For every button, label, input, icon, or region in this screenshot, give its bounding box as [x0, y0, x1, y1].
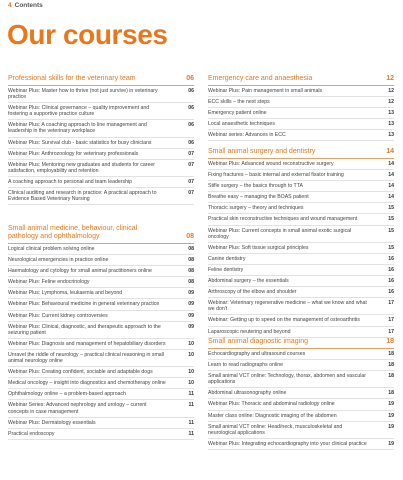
course-title: Webinar Plus: Mentoring new graduates and students for career satisfaction, employability and retention	[8, 161, 155, 174]
course-page-number: 17	[388, 300, 394, 307]
course-title: Webinar: Getting up to speed on the management of osteoarthritis	[208, 317, 360, 324]
course-page-number: 09	[188, 323, 194, 330]
course-row[interactable]	[8, 299, 194, 310]
course-row[interactable]	[208, 349, 394, 360]
course-row[interactable]	[8, 138, 194, 149]
course-row[interactable]	[208, 226, 394, 243]
section-heading[interactable]	[208, 75, 394, 86]
course-title: Feline dentistry	[208, 266, 244, 273]
course-row[interactable]	[208, 108, 394, 119]
section-page-number: 14	[386, 148, 394, 155]
page-title: Our courses	[7, 19, 168, 50]
course-row[interactable]	[208, 360, 394, 371]
course-title: Arthroscopy of the elbow and shoulder	[208, 289, 297, 296]
course-title: Breathe easy – managing the BOAS patient	[208, 194, 309, 201]
course-row[interactable]	[208, 159, 394, 170]
course-page-number: 11	[188, 402, 194, 409]
course-page-number: 19	[388, 412, 394, 419]
section-title: Small animal medicine, behaviour, clinical pathology and ophthalmology	[8, 225, 138, 240]
course-row[interactable]	[208, 86, 394, 97]
course-page-number: 18	[388, 362, 394, 369]
course-title: Webinar Plus: Thoracic and abdominal radiology online	[208, 401, 335, 408]
course-section	[208, 148, 394, 338]
course-row[interactable]	[208, 287, 394, 298]
course-title: Webinar Plus: Master how to thrive (not just survive) in veterinary practice	[8, 88, 158, 101]
course-page-number: 19	[388, 440, 394, 447]
page-header	[8, 2, 43, 9]
course-page-number: 06	[188, 122, 194, 129]
course-row[interactable]	[208, 192, 394, 203]
course-title: Practical skin reconstructive techniques and wound management	[208, 216, 358, 223]
course-row[interactable]	[8, 244, 194, 255]
section-page-number: 18	[386, 338, 394, 345]
course-row[interactable]	[208, 130, 394, 141]
course-section	[208, 75, 394, 141]
course-title: Haematology and cytology for small animal practitioners online	[8, 268, 152, 275]
course-page-number: 13	[388, 110, 394, 117]
section-title: Small animal surgery and dentistry	[208, 148, 316, 155]
course-row[interactable]	[208, 315, 394, 326]
course-row[interactable]	[208, 214, 394, 225]
course-row[interactable]	[8, 103, 194, 120]
course-row[interactable]	[208, 203, 394, 214]
course-title: Webinar series: Advances in ECC	[208, 132, 286, 139]
course-title: Webinar Plus: Current concepts in small animal exotic surgical oncology	[208, 227, 352, 240]
section-heading[interactable]	[208, 148, 394, 159]
course-title: Ophthalmology online – a problem-based approach	[8, 391, 126, 398]
course-page-number: 13	[388, 132, 394, 139]
course-row[interactable]	[208, 388, 394, 399]
course-title: Clinical auditing and research in practice: A practical approach to Evidence Based Veterinary Nursing	[8, 190, 157, 203]
course-title: Webinar Plus: Feline endocrinology	[8, 279, 90, 286]
course-page-number: 15	[388, 244, 394, 251]
course-page-number: 08	[188, 268, 194, 275]
course-page-number: 16	[388, 278, 394, 285]
course-row[interactable]	[8, 311, 194, 322]
course-page-number: 08	[188, 257, 194, 264]
course-row[interactable]	[208, 327, 394, 338]
section-title: Small animal diagnostic imaging	[208, 338, 308, 345]
course-page-number: 16	[388, 266, 394, 273]
course-title: Fixing fractures – basic internal and external fixator training	[208, 172, 344, 179]
course-page-number: 15	[388, 216, 394, 223]
course-page-number: 10	[188, 351, 194, 358]
section-label: Contents	[14, 2, 43, 9]
course-page-number: 07	[188, 178, 194, 185]
course-page-number: 12	[388, 99, 394, 106]
course-title: Small animal VCT online: Head/neck, musculoskeletal and neurological applications	[208, 423, 343, 436]
course-title: Webinar Plus: Dermatology essentials	[8, 419, 96, 426]
course-page-number: 19	[388, 401, 394, 408]
course-title: Webinar Plus: Lymphoma, leukaemia and beyond	[8, 290, 123, 297]
course-page-number: 07	[188, 190, 194, 197]
course-page-number: 07	[188, 161, 194, 168]
section-page-number: 08	[186, 233, 194, 240]
course-row[interactable]	[208, 422, 394, 439]
course-title: ECC skills – the next steps	[208, 99, 270, 106]
course-page-number: 14	[388, 161, 394, 167]
course-title: Logical clinical problem solving online	[8, 246, 95, 252]
course-page-number: 07	[188, 150, 194, 157]
course-title: Laparoscopic neutering and beyond	[208, 328, 291, 335]
section-page-number: 12	[386, 75, 394, 82]
course-section	[208, 338, 394, 450]
course-page-number: 06	[188, 139, 194, 146]
course-title: Emergency patient online	[208, 110, 267, 117]
course-page-number: 17	[388, 328, 394, 335]
course-page-number: 18	[388, 373, 394, 380]
course-row[interactable]	[8, 429, 194, 440]
course-title: Webinar Plus: Soft tissue surgical principles	[208, 244, 309, 251]
course-title: Webinar Plus: Pain management in small animals	[208, 88, 323, 94]
course-row[interactable]	[8, 350, 194, 367]
course-page-number: 06	[188, 105, 194, 112]
course-row[interactable]	[8, 389, 194, 400]
course-row[interactable]	[208, 439, 394, 450]
course-title: Master class online: Diagnostic imaging of the abdomen	[208, 412, 337, 419]
course-title: Neurological emergencies in practice online	[8, 257, 109, 264]
course-title: Webinar Plus: Advanced wound reconstructive surgery	[208, 161, 334, 167]
course-page-number: 16	[388, 289, 394, 296]
course-page-number: 09	[188, 312, 194, 319]
course-page-number: 10	[188, 340, 194, 347]
course-row[interactable]	[8, 266, 194, 277]
course-row[interactable]	[8, 367, 194, 378]
course-page-number: 14	[388, 172, 394, 179]
course-row[interactable]	[208, 399, 394, 410]
course-row[interactable]	[208, 170, 394, 181]
course-row[interactable]	[208, 243, 394, 254]
course-title: Webinar Plus: Clinical, diagnostic, and therapeutic approach to the seizuring patient	[8, 323, 161, 336]
course-page-number: 16	[388, 255, 394, 262]
course-row[interactable]	[8, 400, 194, 417]
course-page-number: 12	[388, 88, 394, 94]
course-page-number: 10	[188, 380, 194, 387]
course-title: Webinar Plus: Diagnosis and management of hepatobiliary disorders	[8, 340, 166, 347]
course-title: Webinar Plus: Current kidney controversies	[8, 312, 108, 319]
course-row[interactable]	[8, 86, 194, 103]
course-row[interactable]	[208, 371, 394, 388]
course-title: Webinar Plus: Survival club - basic statistics for busy clinicians	[8, 139, 152, 146]
course-row[interactable]	[8, 188, 194, 205]
course-row[interactable]	[8, 339, 194, 350]
course-page-number: 10	[188, 369, 194, 376]
section-heading[interactable]	[8, 225, 194, 244]
page-number: 4	[8, 2, 12, 9]
course-row[interactable]	[8, 160, 194, 177]
course-page-number: 09	[188, 290, 194, 297]
course-page-number: 18	[388, 351, 394, 357]
course-title: Stifle surgery – the basics through to TTA	[208, 183, 303, 190]
course-row[interactable]	[208, 97, 394, 108]
course-title: Webinar Series: Advanced nephrology and urology – current concepts in case management	[8, 402, 147, 415]
course-row[interactable]	[8, 418, 194, 429]
course-row[interactable]	[8, 288, 194, 299]
course-row[interactable]	[208, 265, 394, 276]
course-row[interactable]	[208, 298, 394, 315]
course-title: A coaching approach to personal and team leadership	[8, 178, 133, 185]
course-page-number: 18	[388, 390, 394, 397]
course-row[interactable]	[8, 378, 194, 389]
section-title: Emergency care and anaesthesia	[208, 75, 313, 82]
course-page-number: 11	[188, 391, 194, 398]
course-page-number: 19	[388, 423, 394, 430]
course-title: Webinar Plus: Behavioural medicine in general veterinary practice	[8, 301, 160, 308]
course-title: Local anaesthetic techniques	[208, 121, 275, 128]
course-row[interactable]	[208, 254, 394, 265]
course-section	[8, 75, 194, 205]
course-row[interactable]	[208, 276, 394, 287]
section-heading[interactable]	[8, 75, 194, 86]
course-row[interactable]	[208, 181, 394, 192]
section-heading[interactable]	[208, 338, 394, 349]
course-title: Learn to read radiographs online	[208, 362, 283, 369]
course-page-number: 13	[388, 121, 394, 128]
course-title: Abdominal surgery – the essentials	[208, 278, 289, 285]
course-page-number: 17	[388, 317, 394, 324]
course-page-number: 11	[188, 419, 194, 426]
course-page-number: 14	[388, 183, 394, 190]
course-row[interactable]	[8, 322, 194, 339]
course-row[interactable]	[8, 277, 194, 288]
course-title: Webinar Plus: Integrating echocardiography into your clinical practice	[208, 440, 367, 447]
section-page-number: 06	[186, 75, 194, 82]
course-title: Thoracic surgery – theory and techniques	[208, 205, 304, 212]
course-section	[8, 225, 194, 440]
course-title: Webinar Plus: A coaching approach to line management and leadership in the veterinary workplace	[8, 122, 147, 135]
course-title: Medical oncology – insight into diagnostics and chemotherapy online	[8, 380, 166, 387]
course-title: Abdominal ultrasonography online	[208, 390, 287, 397]
course-title: Webinar: Veterinary regenerative medicine – what we know and what we don't	[208, 300, 367, 313]
course-title: Small animal VCT online: Technology, thorax, abdomen and vascular applications	[208, 373, 367, 386]
course-page-number: 11	[188, 430, 194, 437]
course-row[interactable]	[8, 149, 194, 160]
course-page-number: 15	[388, 205, 394, 212]
course-row[interactable]	[8, 177, 194, 188]
course-row[interactable]	[8, 120, 194, 137]
course-page-number: 06	[188, 88, 194, 94]
course-title: Webinar Plus: Clinical governance – quality improvement and fostering a supportive practice culture	[8, 105, 150, 118]
course-page-number: 08	[188, 279, 194, 286]
course-page-number: 14	[388, 194, 394, 201]
section-title: Professional skills for the veterinary team	[8, 75, 136, 82]
course-row[interactable]	[208, 411, 394, 422]
course-title: Echocardiography and ultrasound courses	[208, 351, 306, 357]
course-page-number: 08	[188, 246, 194, 252]
course-title: Webinar Plus: Creating confident, sociable and adaptable dogs	[8, 369, 153, 376]
course-title: Webinar Plus: Anthrozoology for veterinary professionals	[8, 150, 139, 157]
course-title: Canine dentistry	[208, 255, 246, 262]
course-page-number: 09	[188, 301, 194, 308]
course-row[interactable]	[208, 119, 394, 130]
course-page-number: 15	[388, 227, 394, 234]
course-row[interactable]	[8, 255, 194, 266]
course-title: Practical endoscopy	[8, 430, 55, 437]
course-title: Unravel the riddle of neurology – practical clinical reasoning in small animal neurology online	[8, 351, 164, 365]
